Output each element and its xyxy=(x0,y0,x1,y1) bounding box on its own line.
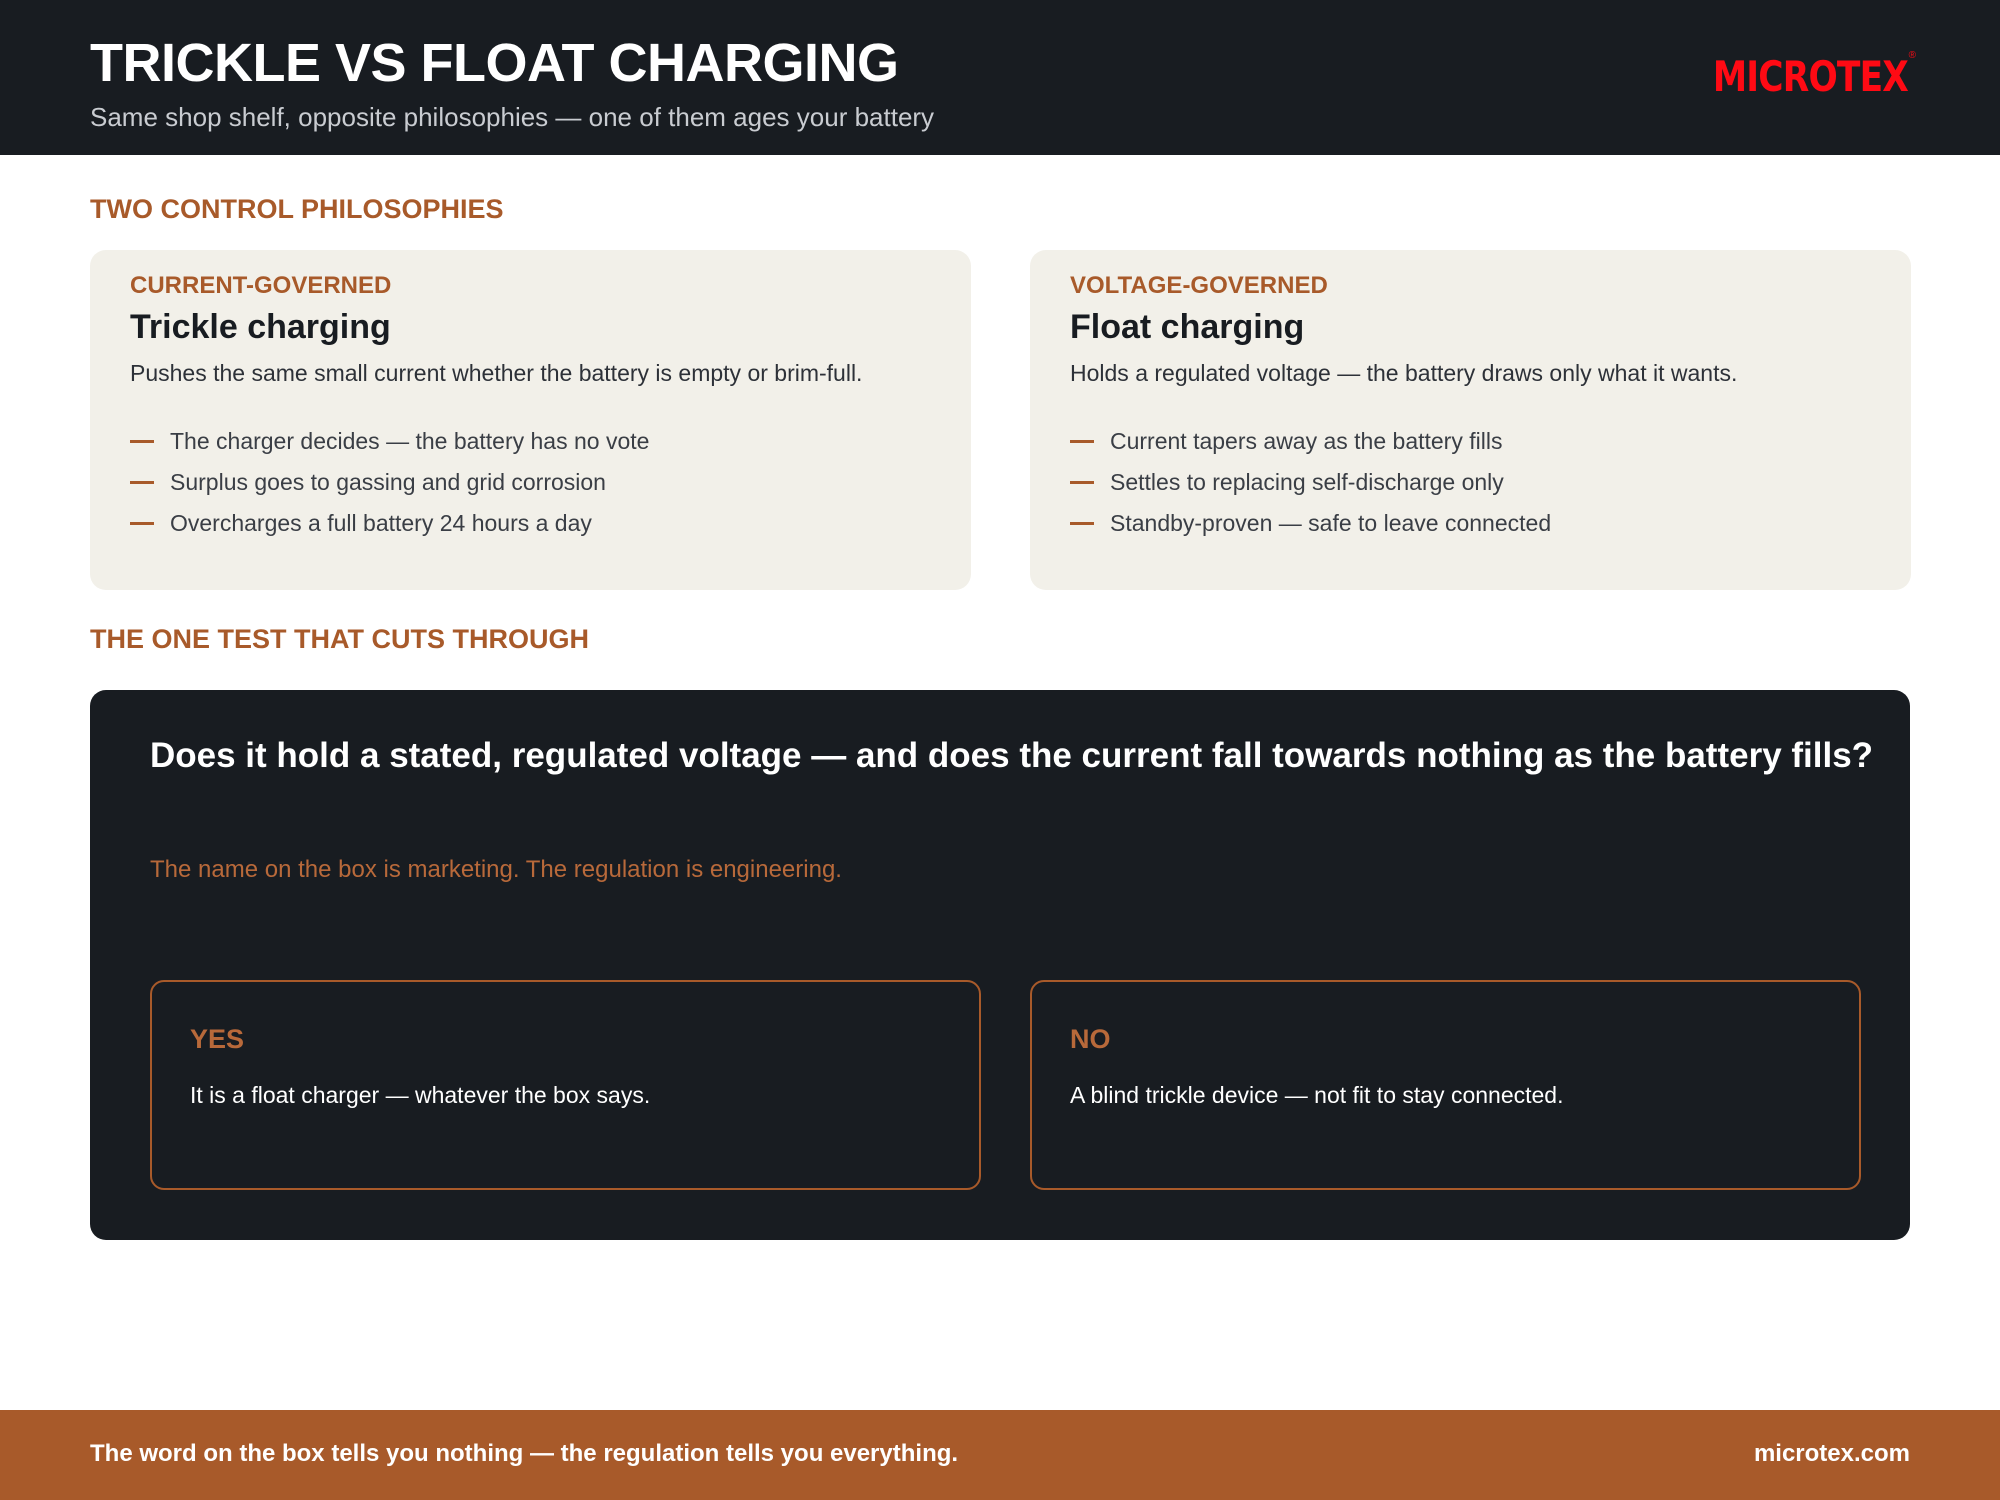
answer-text: It is a float charger — whatever the box says. xyxy=(190,1082,651,1108)
test-question: Does it hold a stated, regulated voltage — and does the current fall towards nothing as the battery fills? xyxy=(150,736,1874,775)
list-item-text: Standby-proven — safe to leave connected xyxy=(1110,510,1552,536)
test-panel xyxy=(90,690,1910,1240)
float-card xyxy=(1030,250,1911,590)
card-title: Trickle charging xyxy=(130,308,391,346)
list-item-text: Settles to replacing self-discharge only xyxy=(1110,469,1504,495)
card-description: Pushes the same small current whether the battery is empty or brim-full. xyxy=(130,360,863,386)
list-item xyxy=(130,426,649,467)
footer-url: microtex.com xyxy=(1753,1440,1910,1467)
footer-tagline: The word on the box tells you nothing — the regulation tells you everything. xyxy=(90,1440,959,1467)
card-points xyxy=(130,426,649,549)
list-item-text: The charger decides — the battery has no vote xyxy=(170,428,650,454)
dash-icon xyxy=(1070,481,1094,484)
answer-no-box xyxy=(1030,980,1861,1190)
list-item xyxy=(1070,508,1551,549)
answer-label: YES xyxy=(190,1024,245,1054)
answer-text: A blind trickle device — not fit to stay connected. xyxy=(1070,1082,1564,1108)
page-title: TRICKLE VS FLOAT CHARGING xyxy=(90,33,899,93)
answer-yes-box xyxy=(150,980,981,1190)
list-item xyxy=(130,467,649,508)
dash-icon xyxy=(130,440,154,443)
trickle-card xyxy=(90,250,971,590)
dash-icon xyxy=(130,522,154,525)
section-heading-philosophies: TWO CONTROL PHILOSOPHIES xyxy=(90,194,504,224)
registered-mark: ® xyxy=(1908,50,1916,61)
list-item-text: Surplus goes to gassing and grid corrosion xyxy=(170,469,606,495)
card-title: Float charging xyxy=(1070,308,1305,346)
list-item-text: Overcharges a full battery 24 hours a day xyxy=(170,510,592,536)
list-item xyxy=(1070,426,1551,467)
card-points xyxy=(1070,426,1551,549)
card-kicker: VOLTAGE-GOVERNED xyxy=(1070,272,1328,299)
list-item-text: Current tapers away as the battery fills xyxy=(1110,428,1503,454)
page-subtitle: Same shop shelf, opposite philosophies — one of them ages your battery xyxy=(90,102,935,132)
card-kicker: CURRENT-GOVERNED xyxy=(130,272,392,299)
list-item xyxy=(130,508,649,549)
microtex-logo: MICROTEX xyxy=(1712,52,1908,101)
answer-label: NO xyxy=(1070,1024,1111,1054)
card-description: Holds a regulated voltage — the battery draws only what it wants. xyxy=(1070,360,1738,386)
dash-icon xyxy=(1070,440,1094,443)
page-footer xyxy=(0,1410,2000,1500)
section-heading-test: THE ONE TEST THAT CUTS THROUGH xyxy=(90,624,589,654)
dash-icon xyxy=(1070,522,1094,525)
list-item xyxy=(1070,467,1551,508)
dash-icon xyxy=(130,481,154,484)
page-header xyxy=(0,0,2000,155)
test-tagline: The name on the box is marketing. The regulation is engineering. xyxy=(150,856,842,883)
